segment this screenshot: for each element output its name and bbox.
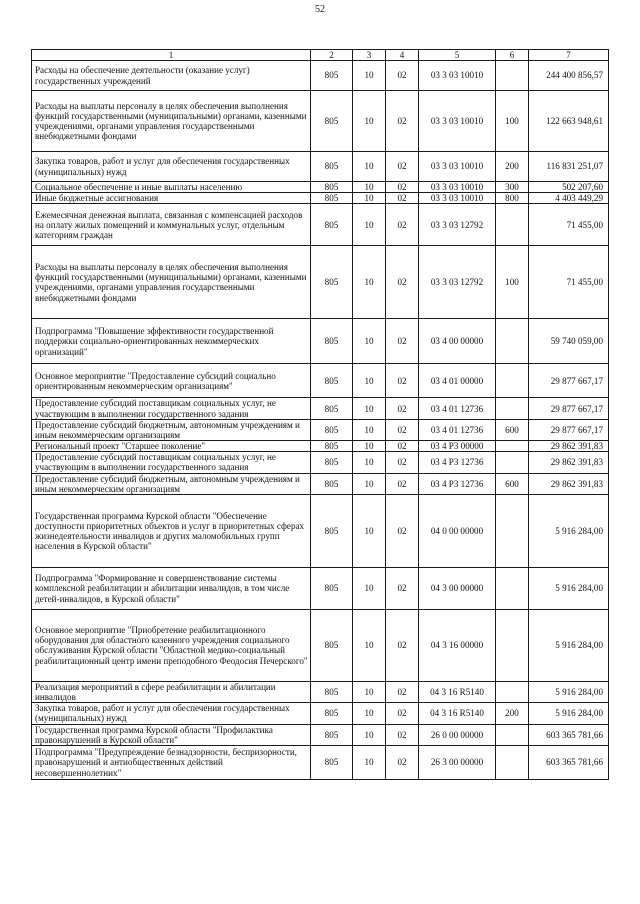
rz-code-cell: 10: [353, 724, 386, 745]
row-name-cell: Предоставление субсидий бюджетным, автономным учреждениям и иным некоммерческим организациям: [32, 419, 311, 440]
pr-code-cell: 02: [386, 724, 419, 745]
table-row: [32, 567, 609, 609]
rz-code-cell: 10: [353, 61, 386, 91]
gr-code-cell: 805: [311, 193, 353, 204]
rz-code-cell: 10: [353, 246, 386, 319]
vr-code-cell: [496, 746, 529, 780]
row-name-cell: Закупка товаров, работ и услуг для обеспечения государственных (муниципальных) нужд: [32, 703, 311, 724]
pr-code-cell: 02: [386, 364, 419, 398]
table-row: [32, 609, 609, 681]
table-row: [32, 193, 609, 204]
vr-code-cell: 200: [496, 703, 529, 724]
amount-cell: 5 916 284,00: [529, 609, 609, 681]
pr-code-cell: 02: [386, 746, 419, 780]
amount-cell: 603 365 781,66: [529, 724, 609, 745]
vr-code-cell: [496, 609, 529, 681]
amount-cell: 71 455,00: [529, 246, 609, 319]
pr-code-cell: 02: [386, 567, 419, 609]
csr-code-cell: 03 4 01 12736: [419, 398, 496, 419]
amount-cell: 71 455,00: [529, 204, 609, 246]
vr-code-cell: [496, 204, 529, 246]
gr-code-cell: 805: [311, 204, 353, 246]
amount-cell: 502 207,60: [529, 182, 609, 193]
row-name-cell: Предоставление субсидий бюджетным, автономным учреждениям и иным некоммерческим организациям: [32, 473, 311, 494]
row-name-cell: Иные бюджетные ассигнования: [32, 193, 311, 204]
amount-cell: 5 916 284,00: [529, 681, 609, 702]
vr-code-cell: 300: [496, 182, 529, 193]
gr-code-cell: 805: [311, 473, 353, 494]
csr-code-cell: 03 4 P3 12736: [419, 473, 496, 494]
table-row: [32, 441, 609, 452]
table-row: [32, 724, 609, 745]
rz-code-cell: 10: [353, 364, 386, 398]
csr-code-cell: 04 3 16 R5140: [419, 703, 496, 724]
table-row: [32, 398, 609, 419]
gr-code-cell: 805: [311, 419, 353, 440]
rz-code-cell: 10: [353, 473, 386, 494]
amount-cell: 116 831 251,07: [529, 152, 609, 182]
vr-code-cell: [496, 494, 529, 567]
table-row: [32, 746, 609, 780]
amount-cell: 29 862 391,83: [529, 473, 609, 494]
vr-code-cell: 100: [496, 91, 529, 152]
pr-code-cell: 02: [386, 419, 419, 440]
vr-code-cell: [496, 319, 529, 364]
table-row: [32, 494, 609, 567]
amount-cell: 29 862 391,83: [529, 452, 609, 473]
amount-cell: 29 877 667,17: [529, 398, 609, 419]
pr-code-cell: 02: [386, 681, 419, 702]
amount-cell: 122 663 948,61: [529, 91, 609, 152]
vr-code-cell: [496, 567, 529, 609]
gr-code-cell: 805: [311, 61, 353, 91]
amount-cell: 59 740 059,00: [529, 319, 609, 364]
pr-code-cell: 02: [386, 494, 419, 567]
pr-code-cell: 02: [386, 204, 419, 246]
pr-code-cell: 02: [386, 152, 419, 182]
vr-code-cell: [496, 398, 529, 419]
vr-code-cell: [496, 452, 529, 473]
pr-code-cell: 02: [386, 61, 419, 91]
header-row: [32, 50, 609, 61]
vr-code-cell: 600: [496, 419, 529, 440]
pr-code-cell: 02: [386, 609, 419, 681]
row-name-cell: Подпрограмма "Формирование и совершенствование системы комплексной реабилитации и абилитации инвалидов, в том числе детей-инвалидов, в Курской области": [32, 567, 311, 609]
column-header: 2: [311, 50, 353, 61]
row-name-cell: Предоставление субсидий поставщикам социальных услуг, не участвующим в выполнении государственного задания: [32, 452, 311, 473]
csr-code-cell: 03 4 P3 00000: [419, 441, 496, 452]
vr-code-cell: [496, 724, 529, 745]
csr-code-cell: 04 3 16 R5140: [419, 681, 496, 702]
rz-code-cell: 10: [353, 152, 386, 182]
csr-code-cell: 26 0 00 00000: [419, 724, 496, 745]
pr-code-cell: 02: [386, 473, 419, 494]
vr-code-cell: 100: [496, 246, 529, 319]
table-row: [32, 681, 609, 702]
amount-cell: 5 916 284,00: [529, 703, 609, 724]
row-name-cell: Основное мероприятие "Предоставление субсидий социально ориентированным некоммерческим организациям": [32, 364, 311, 398]
amount-cell: 5 916 284,00: [529, 494, 609, 567]
gr-code-cell: 805: [311, 746, 353, 780]
csr-code-cell: 03 3 03 12792: [419, 204, 496, 246]
column-header: 4: [386, 50, 419, 61]
vr-code-cell: [496, 61, 529, 91]
csr-code-cell: 04 0 00 00000: [419, 494, 496, 567]
column-header: 7: [529, 50, 609, 61]
pr-code-cell: 02: [386, 91, 419, 152]
csr-code-cell: 04 3 16 00000: [419, 609, 496, 681]
csr-code-cell: 03 4 00 00000: [419, 319, 496, 364]
row-name-cell: Ежемесячная денежная выплата, связанная с компенсацией расходов на оплату жилых помещений и коммунальных услуг, отдельным категориям граждан: [32, 204, 311, 246]
gr-code-cell: 805: [311, 567, 353, 609]
amount-cell: 244 400 856,57: [529, 61, 609, 91]
table-row: [32, 61, 609, 91]
gr-code-cell: 805: [311, 364, 353, 398]
table-row: [32, 319, 609, 364]
gr-code-cell: 805: [311, 91, 353, 152]
gr-code-cell: 805: [311, 724, 353, 745]
pr-code-cell: 02: [386, 703, 419, 724]
amount-cell: 29 862 391,83: [529, 441, 609, 452]
rz-code-cell: 10: [353, 609, 386, 681]
pr-code-cell: 02: [386, 182, 419, 193]
vr-code-cell: [496, 364, 529, 398]
vr-code-cell: 600: [496, 473, 529, 494]
pr-code-cell: 02: [386, 452, 419, 473]
table-row: [32, 204, 609, 246]
amount-cell: 5 916 284,00: [529, 567, 609, 609]
csr-code-cell: 03 3 03 10010: [419, 182, 496, 193]
gr-code-cell: 805: [311, 152, 353, 182]
table-row: [32, 419, 609, 440]
row-name-cell: Подпрограмма "Предупреждение безнадзорности, беспризорности, правонарушений и антиобщественных действий несовершеннолетних": [32, 746, 311, 780]
row-name-cell: Подпрограмма "Повышение эффективности государственной поддержки социально-ориентированных некоммерческих организаций": [32, 319, 311, 364]
pr-code-cell: 02: [386, 441, 419, 452]
gr-code-cell: 805: [311, 182, 353, 193]
csr-code-cell: 04 3 00 00000: [419, 567, 496, 609]
rz-code-cell: 10: [353, 567, 386, 609]
csr-code-cell: 26 3 00 00000: [419, 746, 496, 780]
row-name-cell: Расходы на выплаты персоналу в целях обеспечения выполнения функций государственными (муниципальными) органами, казенными учреждениями, органами управления государственными внебюджетными фондами: [32, 246, 311, 319]
rz-code-cell: 10: [353, 319, 386, 364]
rz-code-cell: 10: [353, 193, 386, 204]
page-number: 52: [315, 4, 325, 15]
row-name-cell: Государственная программа Курской области "Обеспечение доступности приоритетных объектов и услуг в приоритетных сферах жизнедеятельности инвалидов и других маломобильных групп населения в Курской области": [32, 494, 311, 567]
csr-code-cell: 03 3 03 10010: [419, 91, 496, 152]
rz-code-cell: 10: [353, 182, 386, 193]
table-row: [32, 182, 609, 193]
row-name-cell: Государственная программа Курской области "Профилактика правонарушений в Курской области": [32, 724, 311, 745]
amount-cell: 603 365 781,66: [529, 746, 609, 780]
gr-code-cell: 805: [311, 681, 353, 702]
csr-code-cell: 03 3 03 12792: [419, 246, 496, 319]
table-row: [32, 152, 609, 182]
table-row: [32, 703, 609, 724]
rz-code-cell: 10: [353, 91, 386, 152]
csr-code-cell: 03 4 01 12736: [419, 419, 496, 440]
row-name-cell: Расходы на обеспечение деятельности (оказание услуг) государственных учреждений: [32, 61, 311, 91]
pr-code-cell: 02: [386, 319, 419, 364]
gr-code-cell: 805: [311, 494, 353, 567]
rz-code-cell: 10: [353, 452, 386, 473]
rz-code-cell: 10: [353, 398, 386, 419]
rz-code-cell: 10: [353, 703, 386, 724]
row-name-cell: Реализация мероприятий в сфере реабилитации и абилитации инвалидов: [32, 681, 311, 702]
csr-code-cell: 03 3 03 10010: [419, 193, 496, 204]
gr-code-cell: 805: [311, 319, 353, 364]
table-row: [32, 91, 609, 152]
gr-code-cell: 805: [311, 441, 353, 452]
gr-code-cell: 805: [311, 398, 353, 419]
gr-code-cell: 805: [311, 246, 353, 319]
csr-code-cell: 03 4 01 00000: [419, 364, 496, 398]
pr-code-cell: 02: [386, 246, 419, 319]
amount-cell: 29 877 667,17: [529, 419, 609, 440]
rz-code-cell: 10: [353, 419, 386, 440]
table-row: [32, 364, 609, 398]
table-row: [32, 452, 609, 473]
column-header: 3: [353, 50, 386, 61]
row-name-cell: Социальное обеспечение и иные выплаты населению: [32, 182, 311, 193]
vr-code-cell: [496, 441, 529, 452]
csr-code-cell: 03 3 03 10010: [419, 152, 496, 182]
budget-table: [31, 49, 609, 780]
pr-code-cell: 02: [386, 193, 419, 204]
amount-cell: 4 403 449,29: [529, 193, 609, 204]
vr-code-cell: 200: [496, 152, 529, 182]
rz-code-cell: 10: [353, 681, 386, 702]
column-header: 5: [419, 50, 496, 61]
csr-code-cell: 03 3 03 10010: [419, 61, 496, 91]
row-name-cell: Расходы на выплаты персоналу в целях обеспечения выполнения функций государственными (муниципальными) органами, казенными учреждениями, органами управления государственными внебюджетными фондами: [32, 91, 311, 152]
gr-code-cell: 805: [311, 452, 353, 473]
csr-code-cell: 03 4 P3 12736: [419, 452, 496, 473]
row-name-cell: Основное мероприятие "Приобретение реабилитационного оборудования для областного казенного учреждения социального обслуживания Курской области "Областной медико-социальный реабилитационный центр имени преподобного Феодосия Печерского": [32, 609, 311, 681]
rz-code-cell: 10: [353, 494, 386, 567]
row-name-cell: Региональный проект "Старшее поколение": [32, 441, 311, 452]
vr-code-cell: 800: [496, 193, 529, 204]
column-header: 6: [496, 50, 529, 61]
gr-code-cell: 805: [311, 703, 353, 724]
rz-code-cell: 10: [353, 746, 386, 780]
row-name-cell: Закупка товаров, работ и услуг для обеспечения государственных (муниципальных) нужд: [32, 152, 311, 182]
amount-cell: 29 877 667,17: [529, 364, 609, 398]
rz-code-cell: 10: [353, 204, 386, 246]
pr-code-cell: 02: [386, 398, 419, 419]
rz-code-cell: 10: [353, 441, 386, 452]
column-header: 1: [32, 50, 311, 61]
table-row: [32, 246, 609, 319]
table-row: [32, 473, 609, 494]
row-name-cell: Предоставление субсидий поставщикам социальных услуг, не участвующим в выполнении государственного задания: [32, 398, 311, 419]
vr-code-cell: [496, 681, 529, 702]
gr-code-cell: 805: [311, 609, 353, 681]
